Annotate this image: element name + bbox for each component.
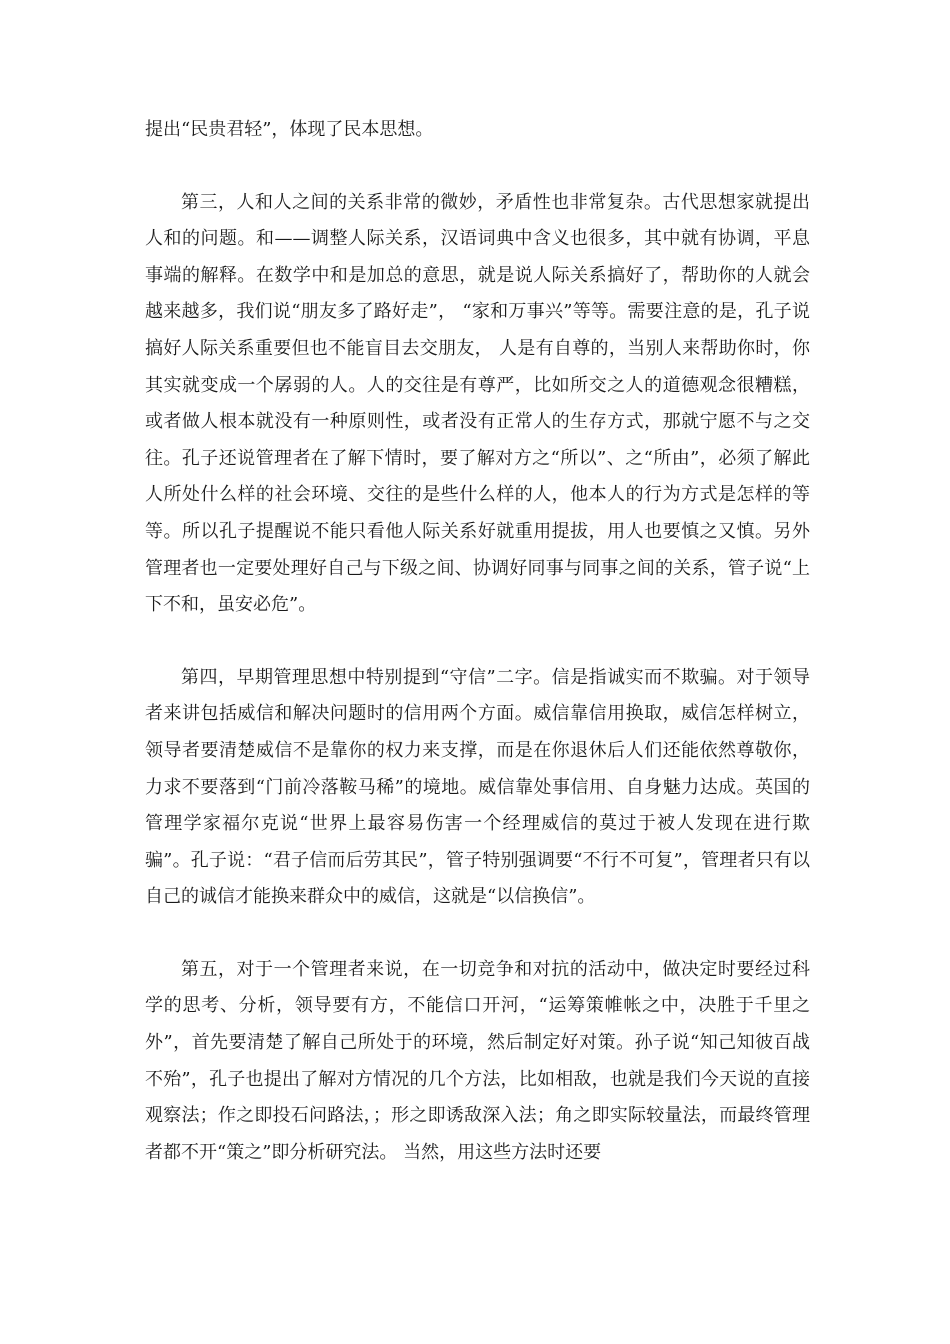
- paragraph-gap: [145, 916, 810, 952]
- paragraph-continuation: 提出“民贵君轻”，体现了民本思想。: [145, 119, 434, 140]
- paragraph-gap: [145, 149, 810, 185]
- paragraph-gap: [145, 624, 810, 660]
- paragraph-fourth-point: 第四，早期管理思想中特别提到“守信”二字。信是指诚实而不欺骗。对于领导者来讲包括威信和解决问题时的信用两个方面。威信靠信用换取，威信怎样树立，领导者要清楚威信不是靠你的权力来支撑，而是在你退休后人们还能依然尊敬你，力求不要落到“门前冷落鞍马稀”的境地。威信靠处事信用、自身魅力达成。英国的管理学家福尔克说“世界上最容易伤害一个经理威信的莫过于被人发现在进行欺骗”。孔子说：“君子信而后劳其民”，管子特别强调要“不行不可复”，管理者只有以自己的诚信才能换来群众中的威信，这就是“以信换信”。: [145, 666, 810, 908]
- paragraph-fifth-point: 第五，对于一个管理者来说，在一切竞争和对抗的活动中，做决定时要经过科学的思考、分析，领导要有方，不能信口开河，“运筹策帷帐之中，决胜于千里之外”，首先要清楚了解自己所处于的环境，然后制定好对策。孙子说“知己知彼百战不殆”，孔子也提出了解对方情况的几个方法，比如相敌，也就是我们今天说的直接观察法；作之即投石问路法，；形之即诱敌深入法；角之即实际较量法，而最终管理者都不开“策之”即分析研究法。 当然，用这些方法时还要: [145, 958, 810, 1163]
- document-page: [145, 112, 810, 1171]
- paragraph-third-point: 第三，人和人之间的关系非常的微妙，矛盾性也非常复杂。古代思想家就提出人和的问题。和——调整人际关系，汉语词典中含义也很多，其中就有协调，平息事端的解释。在数学中和是加总的意思，就是说人际关系搞好了，帮助你的人就会越来越多，我们说“朋友多了路好走”， “家和万事兴”等等。需要注意的是，孔子说搞好人际关系重要但也不能盲目去交朋友， 人是有自尊的，当别人来帮助你时，你其实就变成一个孱弱的人。人的交往是有尊严，比如所交之人的道德观念很糟糕，或者做人根本就没有一种原则性，或者没有正常人的生存方式，那就宁愿不与之交往。孔子还说管理者在了解下情时，要了解对方之“所以”、之“所由”，必须了解此人所处什么样的社会环境、交往的是些什么样的人，他本人的行为方式是怎样的等等。所以孔子提醒说不能只看他人际关系好就重用提拔，用人也要慎之又慎。另外管理者也一定要处理好自己与下级之间、协调好同事与同事之间的关系，管子说“上下不和，虽安必危”。: [145, 191, 810, 616]
